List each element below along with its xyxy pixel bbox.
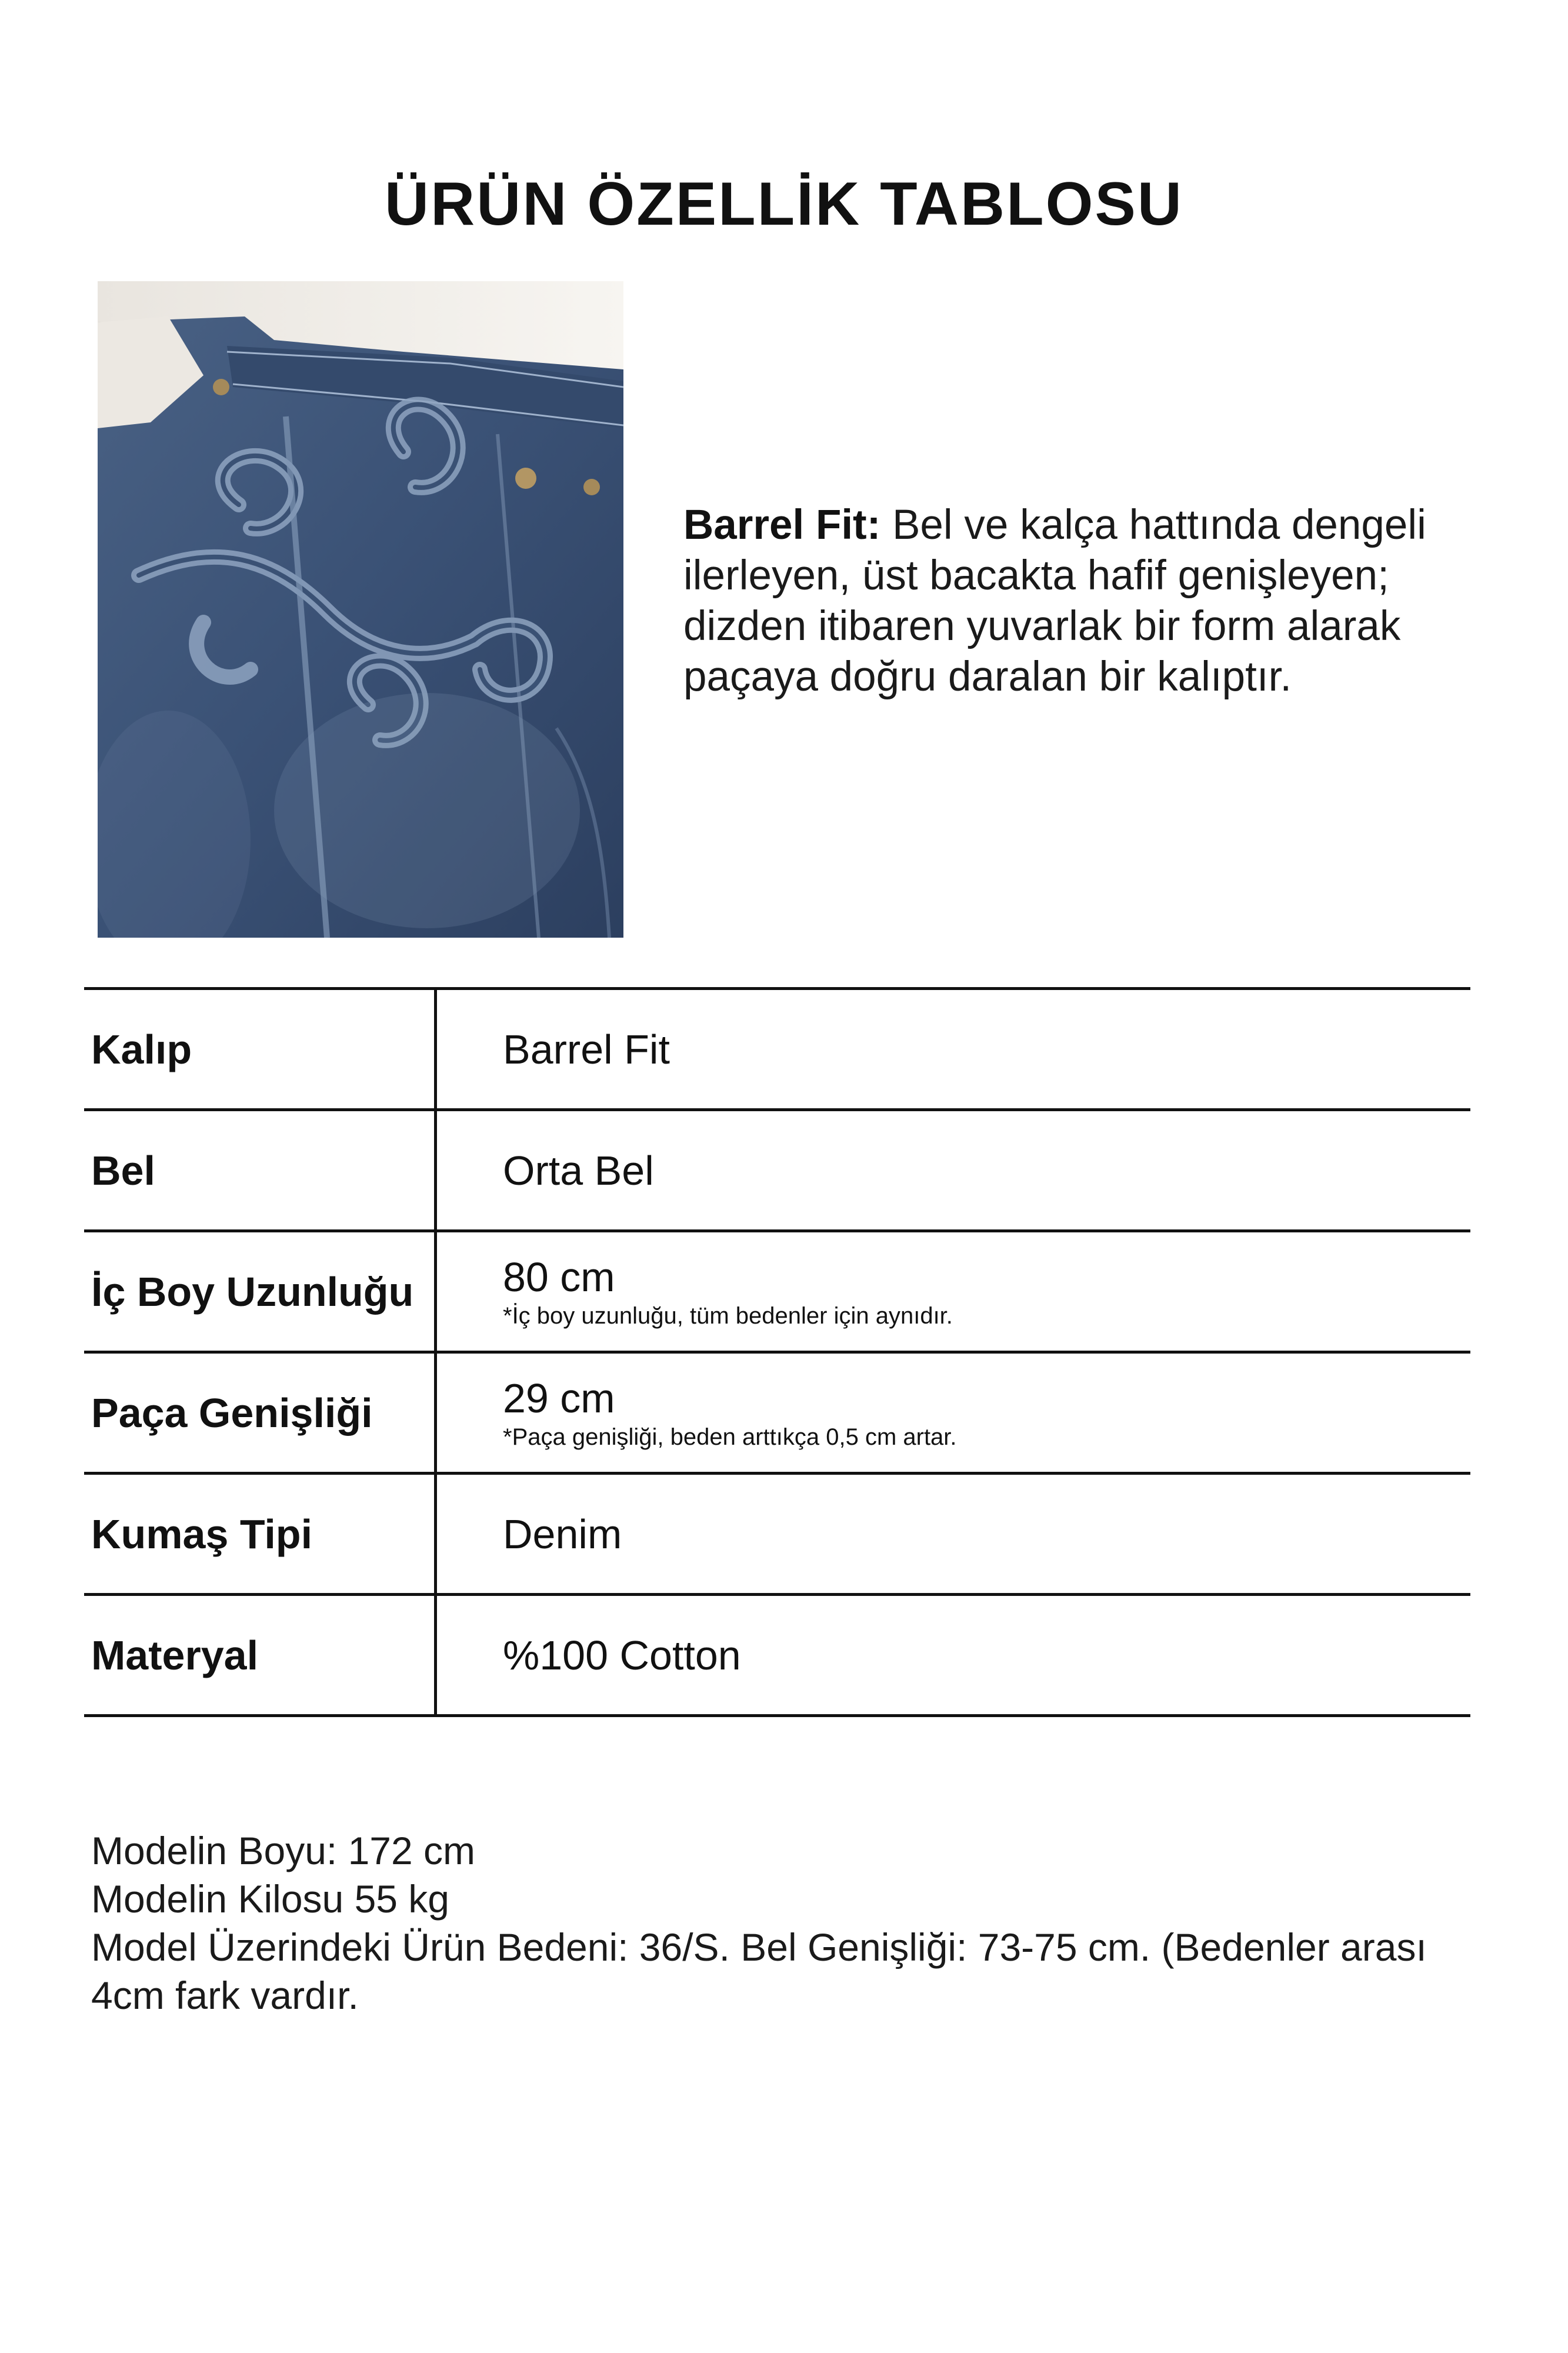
column-divider [434, 990, 437, 1108]
spec-row-kalip [84, 990, 1470, 1111]
column-divider [434, 1475, 437, 1593]
column-divider [434, 1111, 437, 1229]
model-height: Modelin Boyu: 172 cm [91, 1829, 476, 1872]
spec-note: *İç boy uzunluğu, tüm bedenler için aynıdır. [503, 1302, 953, 1329]
spec-row-bel [84, 1111, 1470, 1232]
spec-value: %100 Cotton [503, 1632, 741, 1678]
spec-table [84, 987, 1470, 1717]
spec-row-materyal [84, 1596, 1470, 1717]
spec-value: 29 cm [503, 1375, 615, 1421]
model-info [91, 1827, 1491, 2019]
fit-description-lead: Barrel Fit: [683, 502, 881, 548]
product-photo [98, 281, 623, 938]
column-divider [434, 1354, 437, 1472]
spec-value-cell [503, 1596, 1444, 1714]
spec-value-cell [503, 990, 1444, 1108]
spec-note: *Paça genişliği, beden arttıkça 0,5 cm artar. [503, 1424, 957, 1450]
spec-label: Paça Genişliği [91, 1389, 373, 1436]
fit-description [683, 500, 1495, 702]
spec-label: Kalıp [91, 1026, 192, 1072]
spec-value: Orta Bel [503, 1147, 654, 1194]
spec-row-paca [84, 1354, 1470, 1475]
spec-value-cell [503, 1111, 1444, 1229]
spec-row-kumas [84, 1475, 1470, 1596]
spec-label: Kumaş Tipi [91, 1511, 313, 1557]
fit-description-text: Bel ve kalça hattında dengeli ilerleyen, üst bacakta hafif genişleyen; dizden itibaren yuvarlak bir form alarak paçaya doğru daralan bir kalıptır. [683, 502, 1426, 700]
model-weight: Modelin Kilosu 55 kg [91, 1877, 450, 1921]
spec-value-cell [503, 1475, 1444, 1593]
spec-value: Denim [503, 1511, 622, 1557]
column-divider [434, 1596, 437, 1714]
spec-label: Materyal [91, 1632, 259, 1678]
spec-value: 80 cm [503, 1254, 615, 1300]
model-size-info: Model Üzerindeki Ürün Bedeni: 36/S. Bel Genişliği: 73-75 cm. (Bedenler arası 4cm fark vardır. [91, 1925, 1438, 2017]
spec-value-cell [503, 1232, 1444, 1351]
spec-value-cell [503, 1354, 1444, 1472]
page-title: ÜRÜN ÖZELLİK TABLOSU [385, 170, 1183, 238]
spec-label: Bel [91, 1147, 155, 1194]
spec-label: İç Boy Uzunluğu [91, 1268, 414, 1315]
column-divider [434, 1232, 437, 1351]
spec-value: Barrel Fit [503, 1026, 670, 1072]
jeans-illustration [98, 281, 623, 938]
spec-row-ic-boy [84, 1232, 1470, 1354]
